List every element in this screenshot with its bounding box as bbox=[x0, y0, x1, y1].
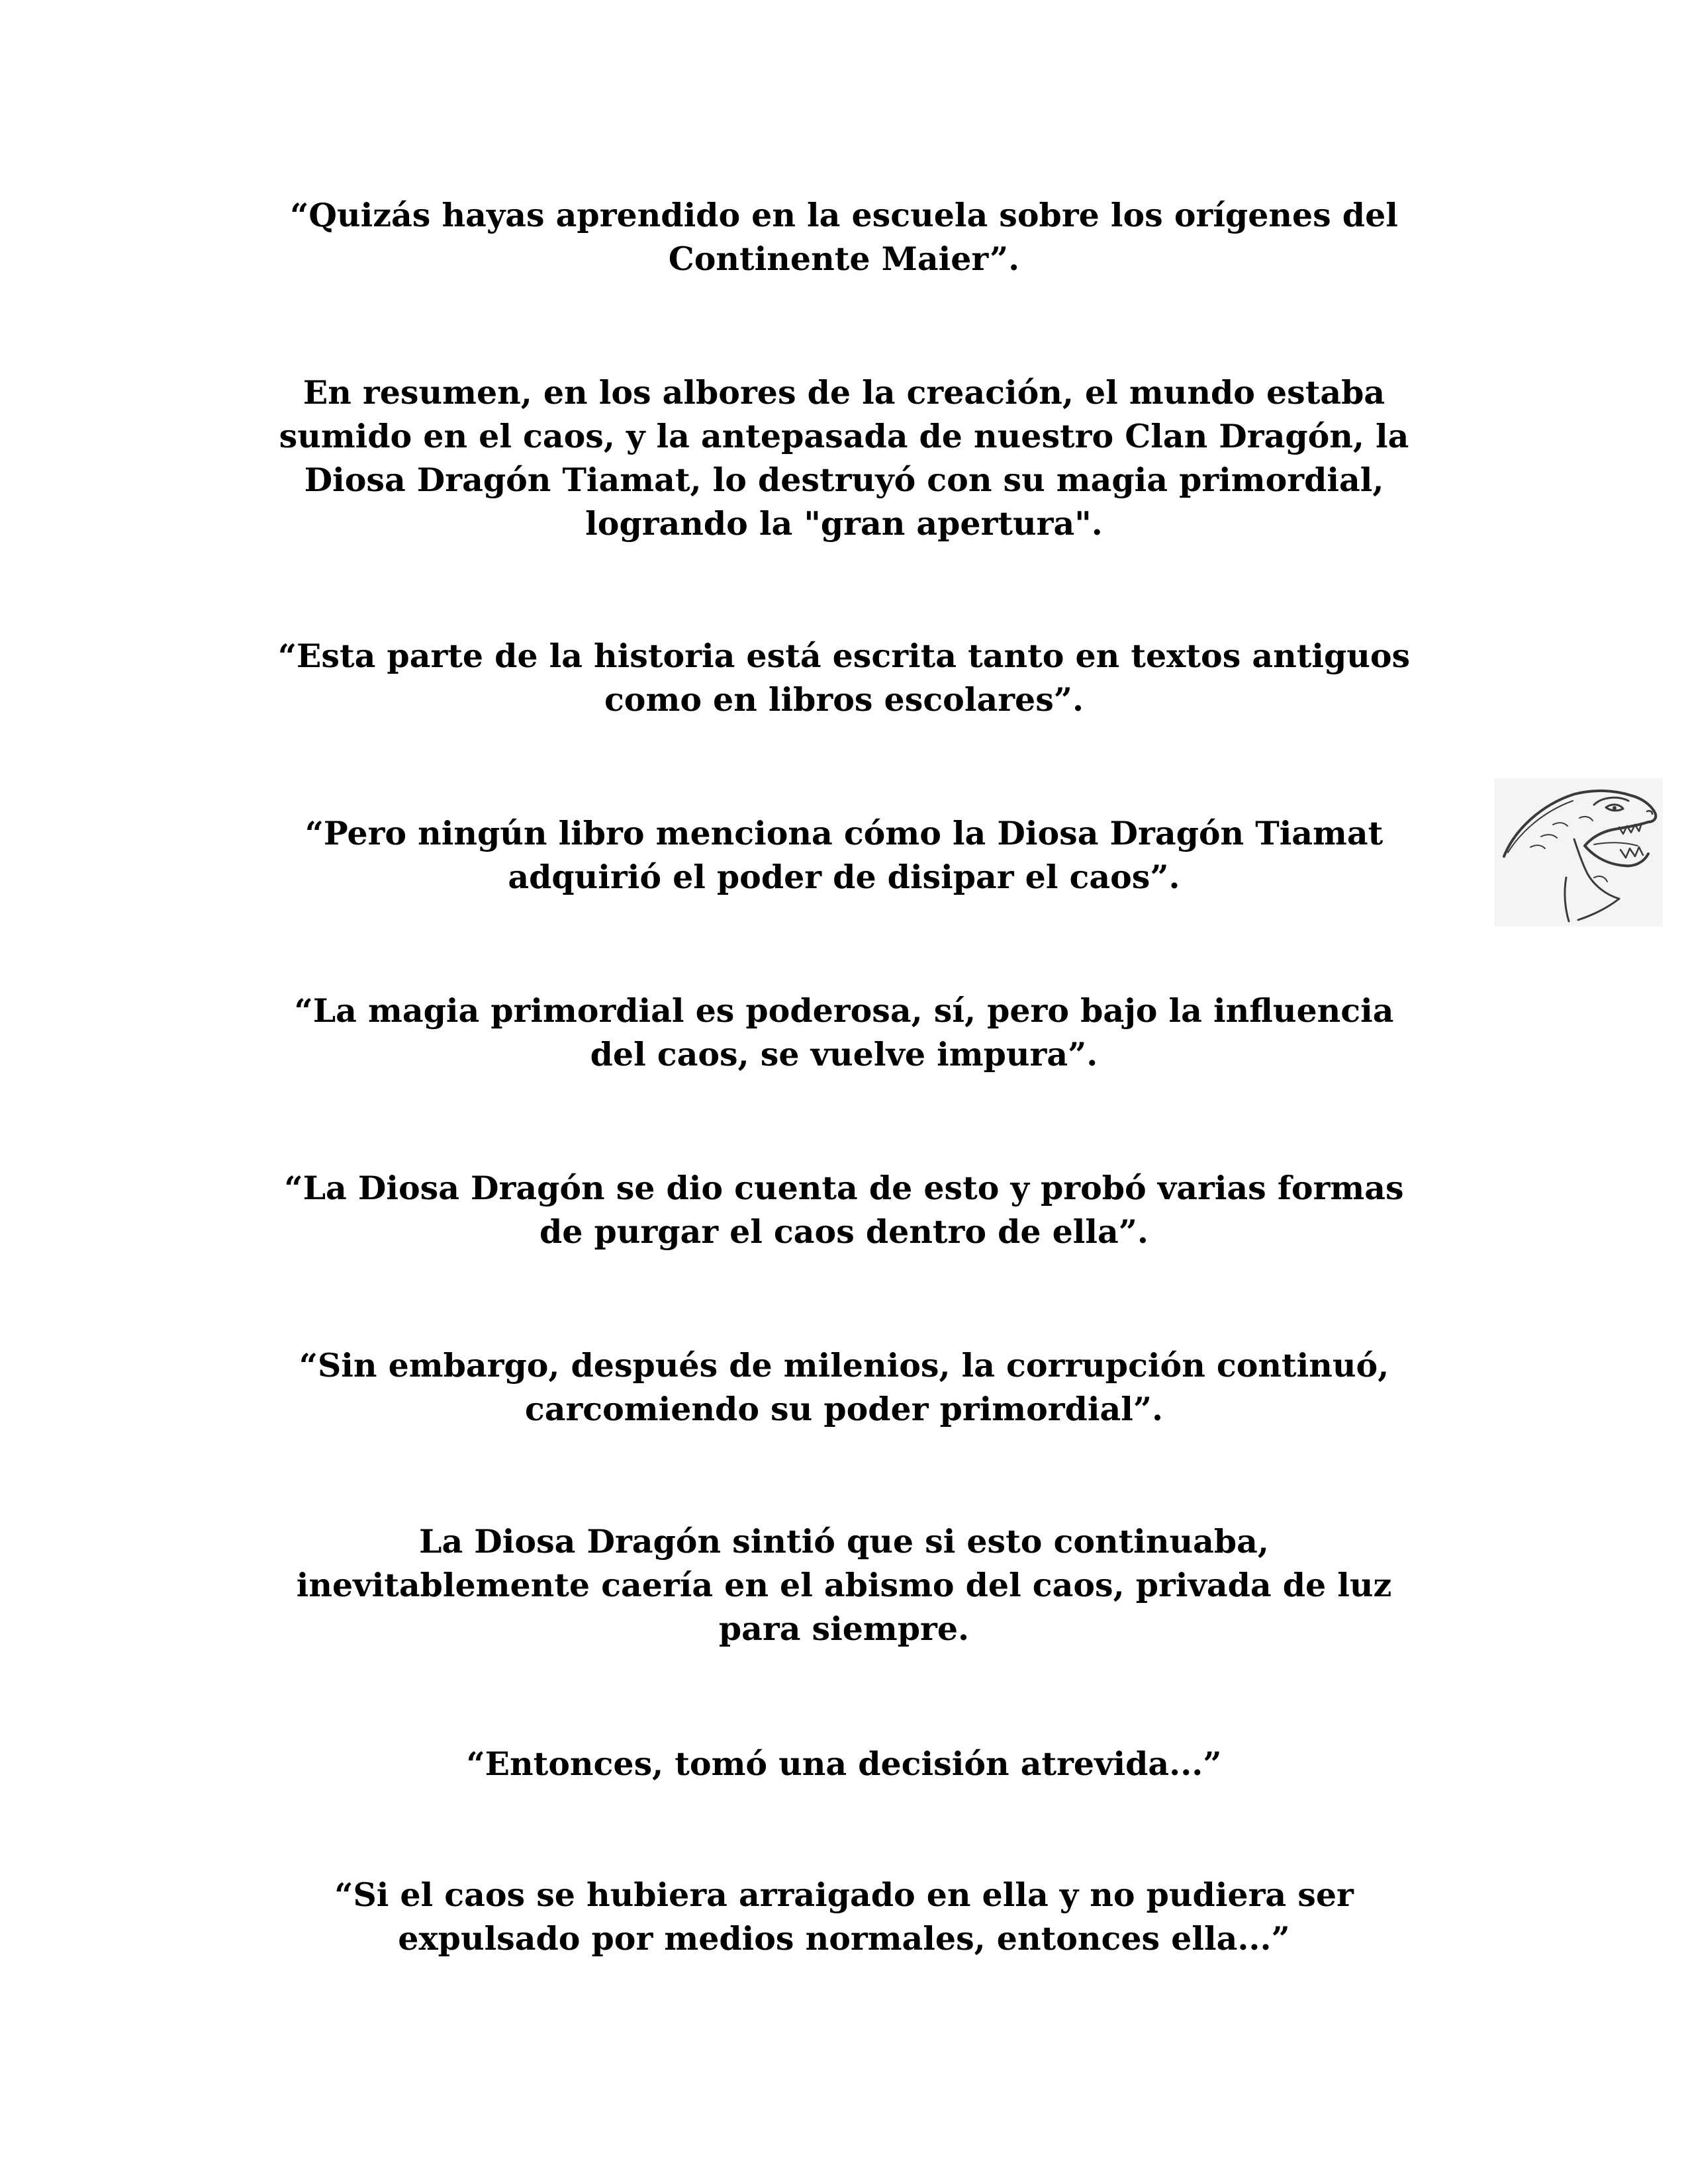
paragraph-abyss: La Diosa Dragón sintió que si esto continuaba, inevitablemente caería en el abismo del caos, privada de luz para siempre. bbox=[296, 1522, 1392, 1648]
paragraph-written-history: “Esta parte de la historia está escrita tanto en textos antiguos como en libros escolares”. bbox=[277, 637, 1411, 719]
paragraph-cliffhanger: “Si el caos se hubiera arraigado en ella y no pudiera ser expulsado por medios normales, entonces ella...” bbox=[334, 1876, 1354, 1958]
paragraph-bold-decision: “Entonces, tomó una decisión atrevida...” bbox=[466, 1745, 1222, 1783]
paragraph-corruption: “Sin embargo, después de milenios, la corrupción continuó, carcomiendo su poder primordial”. bbox=[299, 1346, 1389, 1428]
dragon-head-sketch-icon bbox=[1495, 778, 1663, 927]
paragraph-impure-magic: “La magia primordial es poderosa, sí, pero bajo la influencia del caos, se vuelve impura”. bbox=[294, 991, 1394, 1073]
paragraph-unmentioned-power: “Pero ningún libro menciona cómo la Diosa Dragón Tiamat adquirió el poder de disipar el caos”. bbox=[305, 814, 1383, 896]
paragraph-great-opening: En resumen, en los albores de la creación, el mundo estaba sumido en el caos, y la antepasada de nuestro Clan Dragón, la Diosa Dragón Tiamat, lo destruyó con su magia primordial, logrando la "gran apertura". bbox=[279, 373, 1409, 543]
paragraph-origins-question: “Quizás hayas aprendido en la escuela sobre los orígenes del Continente Maier”. bbox=[290, 196, 1398, 278]
paragraph-purge-attempts: “La Diosa Dragón se dio cuenta de esto y probó varias formas de purgar el caos dentro de ella”. bbox=[284, 1169, 1404, 1251]
